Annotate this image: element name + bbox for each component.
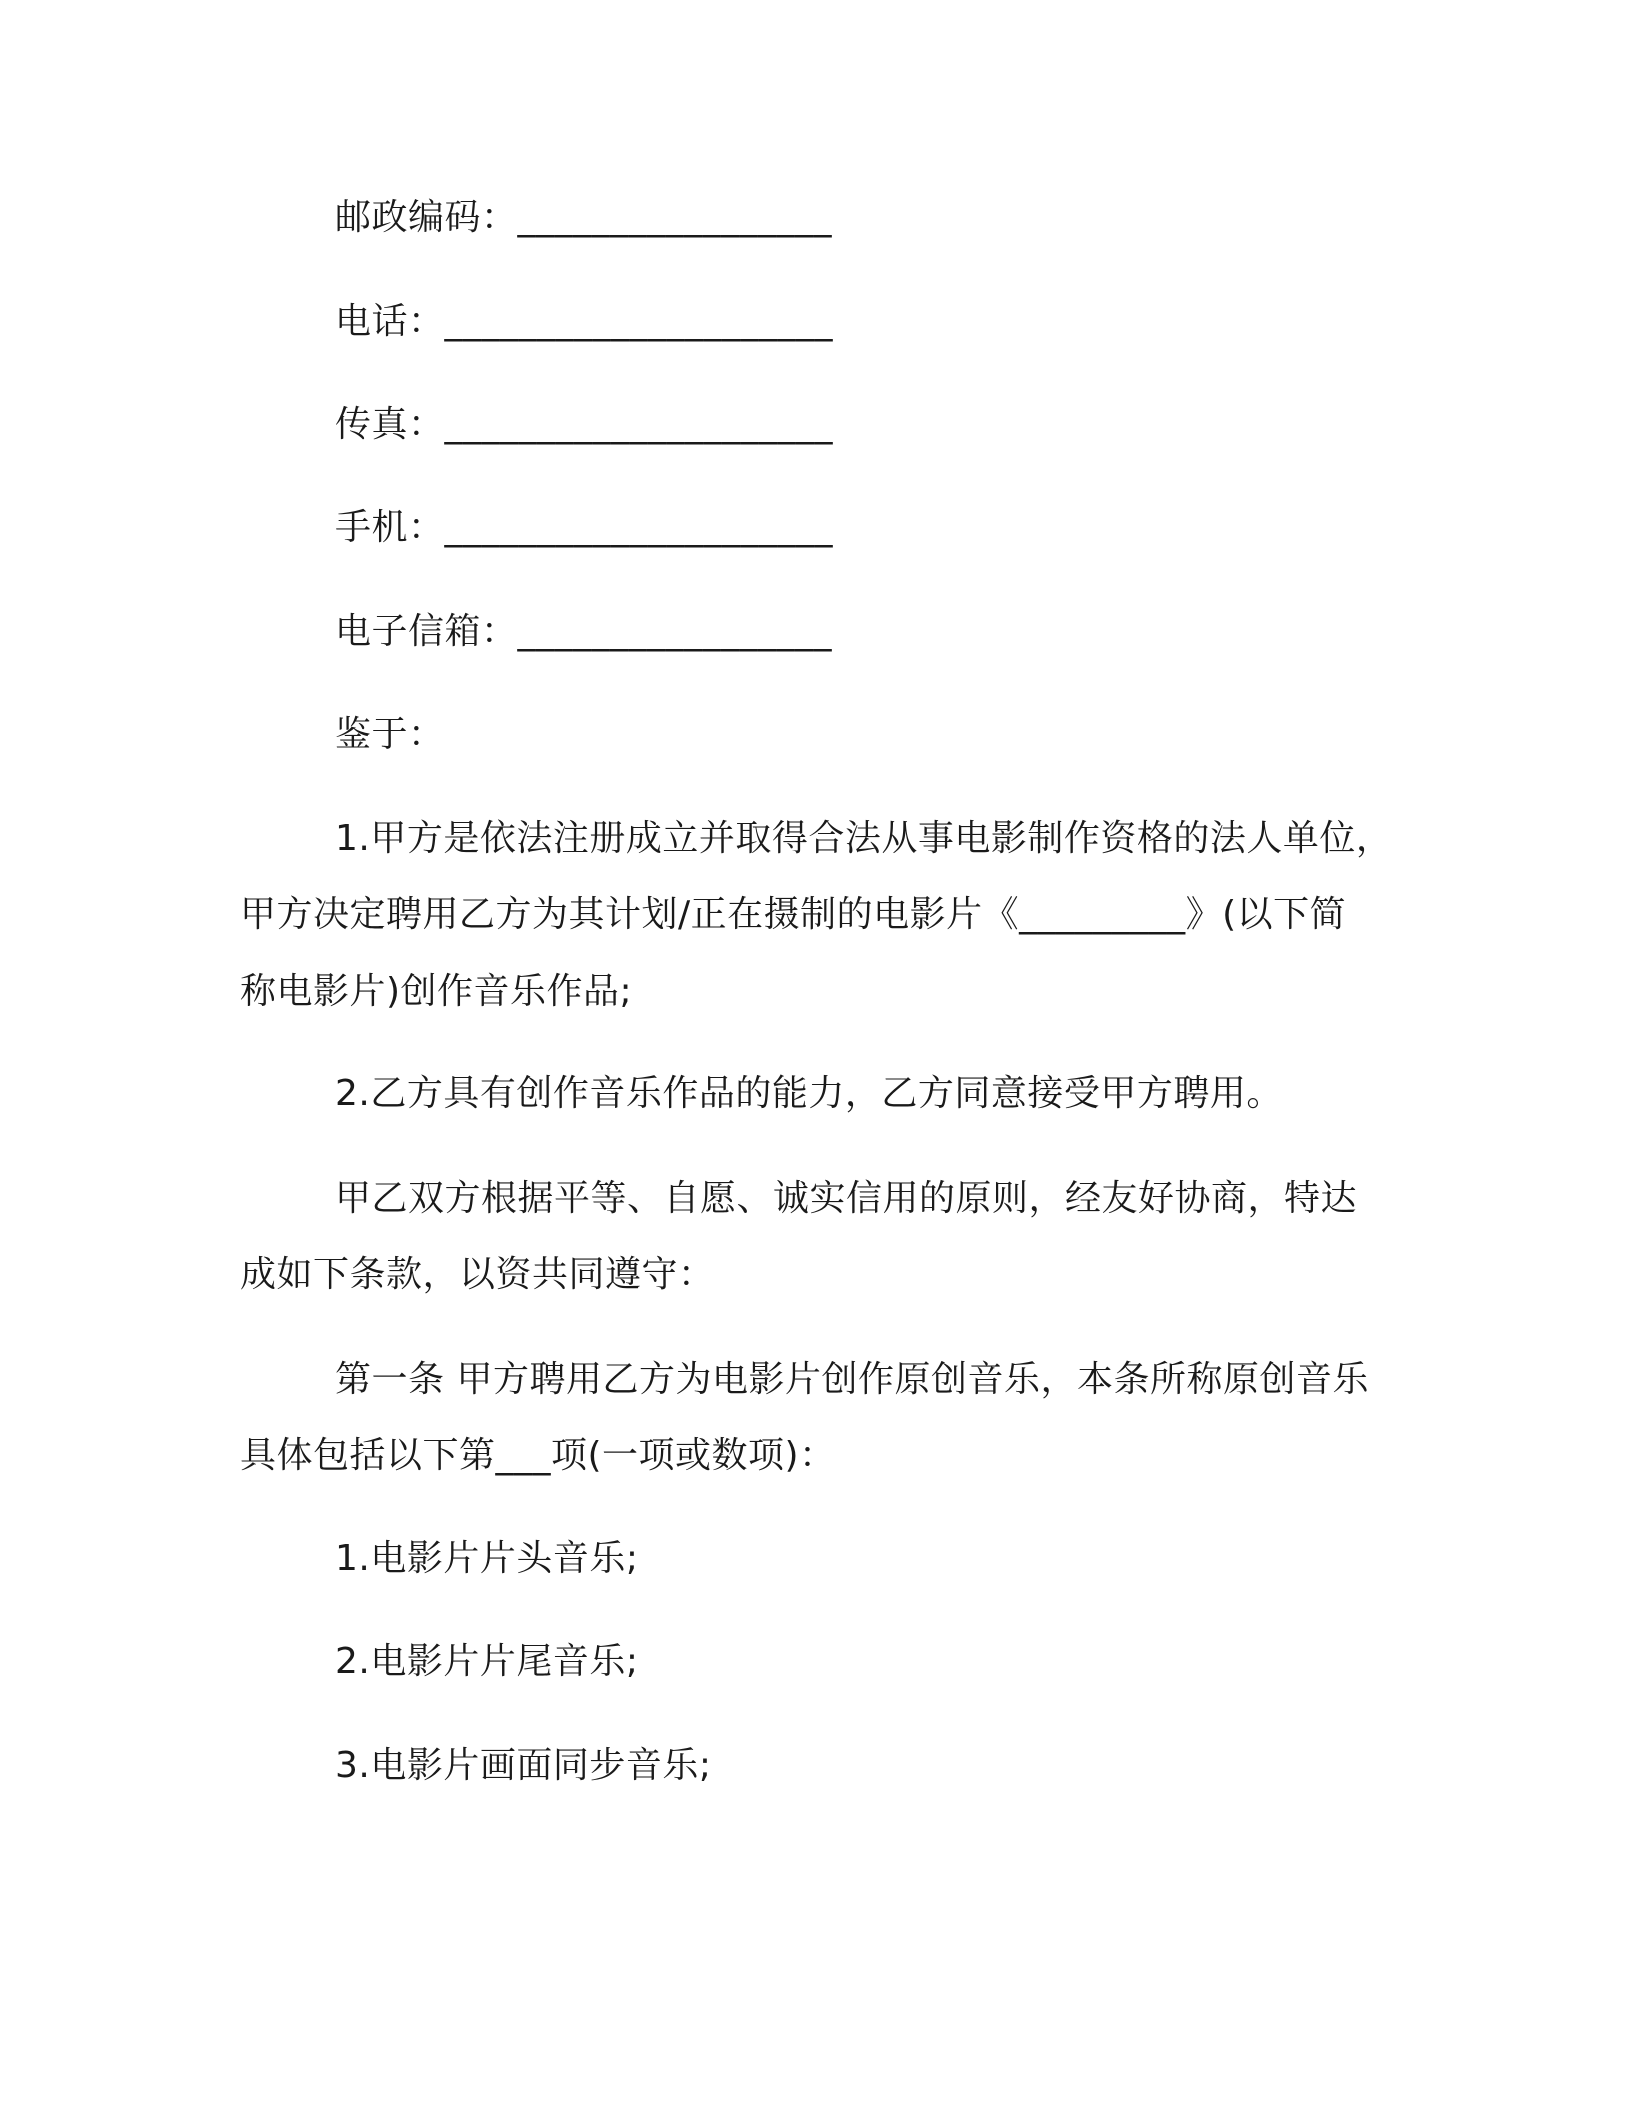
article1-item-opening-music: 1.电影片片头音乐;: [335, 1538, 639, 1579]
mobile-field: 手机：_____________________: [335, 507, 834, 548]
article1-item-ending-music: 2.电影片片尾音乐;: [335, 1641, 639, 1682]
whereas-item1-line1: 1.甲方是依法注册成立并取得合法从事电影制作资格的法人单位，: [335, 818, 1393, 859]
phone-field: 电话：_____________________: [335, 301, 834, 342]
postal-code-field: 邮政编码：_________________: [335, 197, 833, 238]
whereas-item1-line2: 甲方决定聘用乙方为其计划/正在摄制的电影片《_________》(以下简: [240, 894, 1347, 935]
article1-line2: 具体包括以下第___项(一项或数项)：: [240, 1435, 836, 1476]
agreement-line2: 成如下条款，以资共同遵守：: [240, 1254, 715, 1295]
email-field: 电子信箱：_________________: [335, 611, 833, 652]
fax-field: 传真：_____________________: [335, 404, 834, 445]
whereas-heading: 鉴于：: [335, 714, 445, 755]
agreement-line1: 甲乙双方根据平等、自愿、诚实信用的原则，经友好协商，特达: [335, 1178, 1358, 1219]
article1-item-sync-music: 3.电影片画面同步音乐;: [335, 1745, 712, 1786]
article1-line1: 第一条 甲方聘用乙方为电影片创作原创音乐，本条所称原创音乐: [335, 1359, 1369, 1400]
whereas-item2: 2.乙方具有创作音乐作品的能力，乙方同意接受甲方聘用。: [335, 1073, 1283, 1114]
whereas-item1-line3: 称电影片)创作音乐作品;: [240, 971, 633, 1012]
